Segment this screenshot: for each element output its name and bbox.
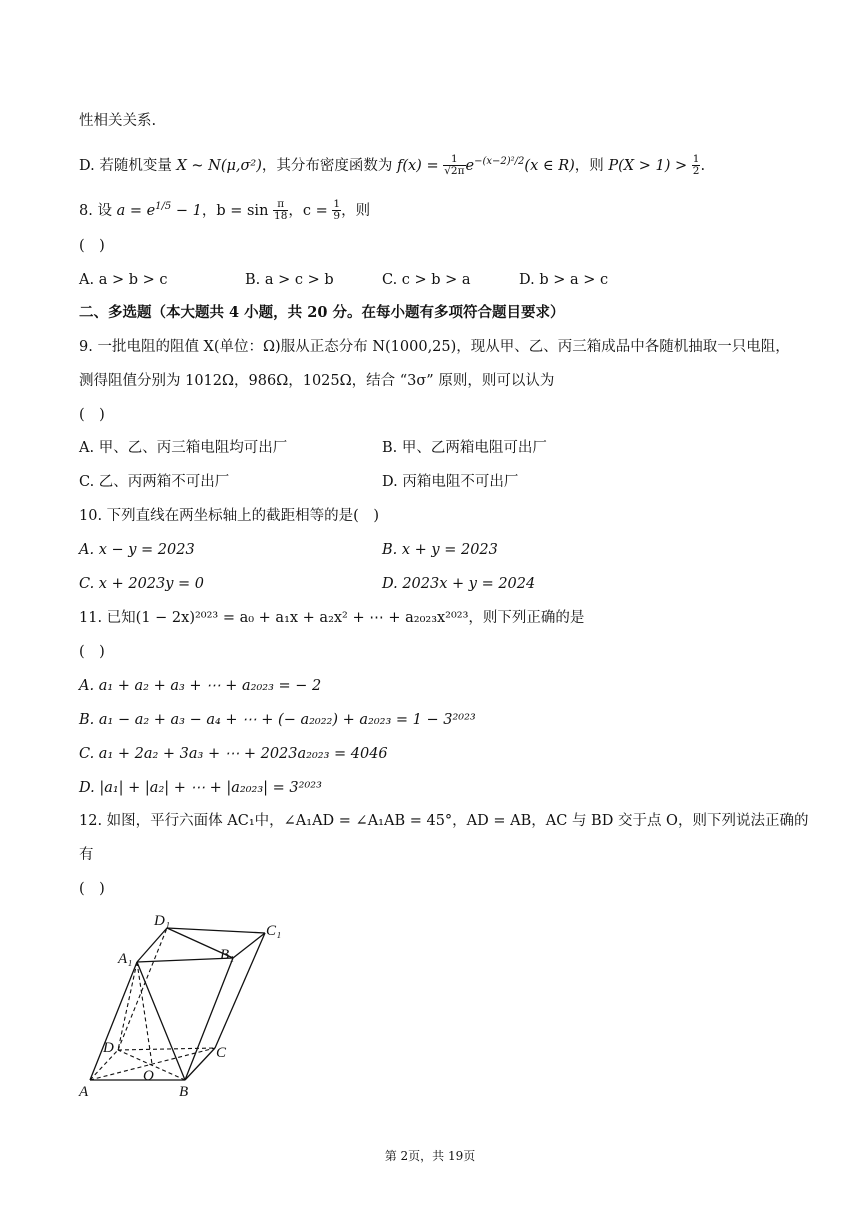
question-7-option-d: D. 若随机变量 X ~ N(μ,σ²)，其分布密度函数为 f(x) = $\frac{1}{√2\pi}$ $e^{-(x-2)^2/2}(x$ ∈ R)，则 P(X > 1) > $\frac{1}{2}$ .: [79, 153, 706, 178]
denominator: 2: [692, 165, 700, 178]
label-a1: A₁: [118, 951, 133, 967]
numerator: 1: [443, 154, 465, 166]
math: − 1: [171, 202, 202, 219]
question-8: [79, 197, 370, 222]
segment-a1-o: [137, 962, 152, 1064]
denominator: 9: [333, 210, 341, 223]
fraction: [692, 154, 701, 177]
text: D. 若随机变量: [79, 157, 177, 174]
answer-paren: ( ): [79, 644, 105, 660]
question-12-line-1: 12. 如图，平行六面体 AC₁中，∠A₁AD = ∠A₁AB = 45°，AD = AB，AC 与 BD 交于点 O，则下列说法正确的: [79, 813, 809, 829]
edge-d-d1: [118, 928, 167, 1050]
edge-b-b1: [185, 958, 233, 1080]
page-footer: 第 2页，共 19页: [384, 1149, 476, 1163]
option-d: D. |a₁| + |a₂| + ⋯ + |a₂₀₂₃| = 3²⁰²³: [79, 780, 322, 796]
option-b: B. x + y = 2023: [382, 542, 498, 558]
fraction: [273, 199, 288, 222]
option-a: A. a₁ + a₂ + a₃ + ⋯ + a₂₀₂₃ = − 2: [79, 678, 322, 694]
math: e: [465, 157, 475, 174]
edge-b-c: [185, 1048, 215, 1080]
label-b1: B₁: [220, 947, 235, 963]
edge-d1-c1: [167, 928, 265, 933]
option-b: B. a₁ − a₂ + a₃ − a₄ + ⋯ + (− a₂₀₂₂) + a₂₀₂₃ = 1 − 3²⁰²³: [79, 712, 476, 728]
section-heading: 二、多选题（本大题共 4 小题，共 20 分。在每小题有多项符合题目要求）: [79, 304, 565, 321]
option-a: A. x − y = 2023: [79, 542, 195, 558]
option-d: D. b > a > c: [519, 272, 609, 288]
fraction: [332, 199, 341, 222]
option-d: D. 丙箱电阻不可出厂: [382, 474, 519, 490]
math: X ~ N(μ,σ²): [176, 157, 262, 174]
option-c: C. c > b > a: [382, 272, 471, 288]
label-b: B: [179, 1084, 189, 1100]
text-line: 性相关关系.: [79, 113, 157, 129]
math: P(X > 1) >: [608, 157, 688, 174]
edge-a1-d1: [137, 928, 167, 962]
math: a = e: [116, 202, 156, 219]
label-d1: D₁: [154, 913, 171, 929]
fraction: [443, 154, 465, 177]
label-o: O: [143, 1068, 154, 1084]
numerator: 1: [333, 198, 341, 211]
question-11: 11. 已知(1 − 2x)²⁰²³ = a₀ + a₁x + a₂x² + ⋯ + a₂₀₂₃x²⁰²³，则下列正确的是: [79, 610, 585, 626]
option-c: C. 乙、丙两箱不可出厂: [79, 474, 230, 490]
math: (x ∈ R): [524, 157, 575, 174]
edge-d-c: [118, 1048, 215, 1050]
option-a: A. 甲、乙、丙三箱电阻均可出厂: [79, 440, 288, 456]
edge-a1-b1: [137, 958, 233, 962]
numerator: π: [273, 199, 288, 211]
label-a: A: [79, 1084, 89, 1100]
answer-paren: ( ): [79, 881, 105, 897]
option-a: A. a > b > c: [79, 272, 168, 288]
answer-paren: ( ): [79, 238, 105, 254]
text: ，其分布密度函数为: [261, 157, 397, 174]
label-c1: C₁: [266, 923, 282, 939]
question-9-line-2: 测得阻值分别为 1012Ω，986Ω，1025Ω，结合 “3σ” 原则，则可以认为: [79, 373, 555, 389]
text: ，c =: [288, 202, 328, 219]
denominator: √2π: [444, 165, 465, 178]
numerator: 1: [692, 153, 700, 166]
label-c: C: [216, 1045, 227, 1061]
text: ，则: [574, 157, 609, 174]
segment-a1-d: [118, 962, 137, 1050]
option-d: D. 2023x + y = 2024: [382, 576, 536, 592]
option-b: B. a > c > b: [245, 272, 334, 288]
question-12-line-2: 有: [79, 847, 94, 863]
exponent: 1/5: [155, 201, 172, 212]
parallelepiped-figure: [70, 905, 300, 1105]
text: ，b = sin: [201, 202, 269, 219]
denominator: 18: [274, 210, 288, 223]
text: ，则: [341, 202, 371, 219]
option-c: C. x + 2023y = 0: [79, 576, 205, 592]
math: f(x) =: [396, 157, 439, 174]
option-c: C. a₁ + 2a₂ + 3a₃ + ⋯ + 2023a₂₀₂₃ = 4046: [79, 746, 388, 762]
label-d: D: [103, 1040, 114, 1056]
question-9-line-1: 9. 一批电阻的阻值 X(单位：Ω)服从正态分布 N(1000,25)，现从甲、乙、丙三箱成品中各随机抽取一只电阻，: [79, 339, 790, 355]
question-10: 10. 下列直线在两坐标轴上的截距相等的是( ): [79, 508, 379, 524]
option-b: B. 甲、乙两箱电阻可出厂: [382, 440, 547, 456]
text: 8. 设: [79, 202, 117, 219]
answer-paren: ( ): [79, 407, 105, 423]
exponent: −(x−2)²/2: [474, 156, 525, 167]
